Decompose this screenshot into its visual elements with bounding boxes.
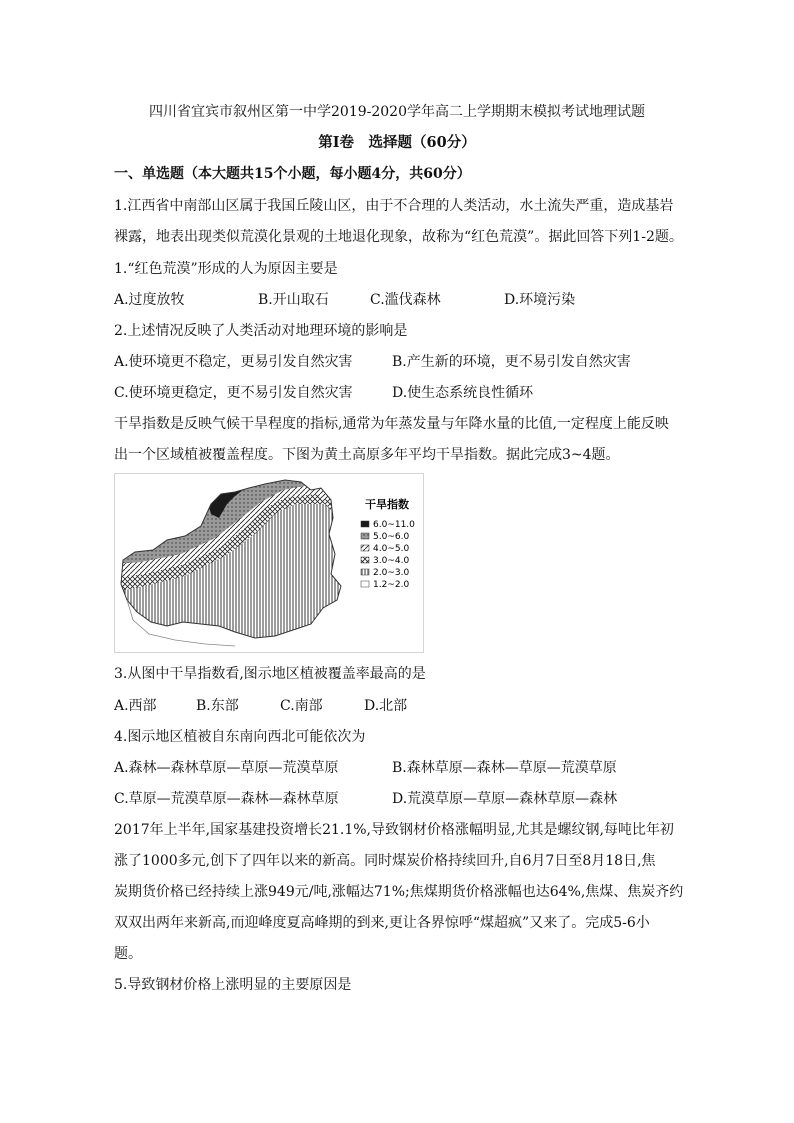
q3-option-d: D.北部 [364,698,408,714]
legend-label-4: 3.0~4.0 [373,556,410,566]
legend-label-5: 2.0~3.0 [373,568,410,578]
q1-stem: 1.“红色荒漠”形成的人为原因主要是 [114,261,338,277]
q1-option-c: C.滥伐森林 [370,292,441,308]
passage1-line2: 裸露，地表出现类似荒漠化景观的土地退化现象，故称为“红色荒漠”。据此回答下列1-2题。 [114,229,683,245]
aridity-map-svg [115,474,423,652]
q4-stem: 4.图示地区植被自东南向西北可能依次为 [114,729,366,745]
volume-title: 第Ⅰ卷 选择题（60分） [318,134,476,151]
legend-swatch-1 [361,521,369,527]
q4-option-b: B.森林草原—森林—草原—荒漠草原 [392,760,617,776]
passage3-line4: 双双出两年来新高,而迎峰度夏高峰期的到来,更让各界惊呼“煤超疯”又来了。完成5-6小 [114,915,650,931]
legend-label-2: 5.0~6.0 [373,532,410,542]
legend-swatch-6 [361,581,369,587]
q4-option-a: A.森林—森林草原—草原—荒漠草原 [114,760,339,776]
exam-title: 四川省宜宾市叙州区第一中学2019-2020学年高二上学期期末模拟考试地理试题 [149,104,645,120]
q1-option-a: A.过度放牧 [114,292,185,308]
section-heading: 一、单选题（本大题共15个小题，每小题4分，共60分） [114,166,471,182]
map-zones [115,474,355,652]
q2-option-d: D.使生态系统良性循环 [392,385,534,401]
q2-stem: 2.上述情况反映了人类活动对地理环境的影响是 [114,323,408,339]
passage3-line2: 涨了1000多元,创下了四年以来的新高。同时煤炭价格持续回升,自6月7日至8月18日,焦 [114,853,656,869]
loess-plateau-aridity-map [114,473,424,653]
passage3-line3: 炭期货价格已经持续上涨949元/吨,涨幅达71%;焦煤期货价格涨幅也达64%,焦煤、焦炭齐约 [114,884,684,900]
passage2-line2: 出一个区域植被覆盖程度。下图为黄土高原多年平均干旱指数。据此完成3~4题。 [114,447,620,463]
q4-option-c: C.草原—荒漠草原—森林—森林草原 [114,791,339,807]
legend [361,520,415,590]
q1-option-b: B.开山取石 [258,292,329,308]
q5-stem: 5.导致钢材价格上涨明显的主要原因是 [114,977,352,993]
legend-swatch-5 [361,569,369,575]
legend-title: 干旱指数 [365,498,409,511]
q4-option-d: D.荒漠草原—草原—森林草原—森林 [392,791,618,807]
passage2-line1: 干旱指数是反映气候干旱程度的指标,通常为年蒸发量与年降水量的比值,一定程度上能反映 [114,416,669,432]
passage3-line5: 题。 [114,946,142,962]
q3-stem: 3.从图中干旱指数看,图示地区植被覆盖率最高的是 [114,666,426,682]
legend-label-6: 1.2~2.0 [373,580,410,590]
q3-option-a: A.西部 [114,698,157,714]
passage1-line1: 1.江西省中南部山区属于我国丘陵山区，由于不合理的人类活动，水土流失严重，造成基岩 [114,198,674,214]
q2-option-b: B.产生新的环境，更不易引发自然灾害 [392,354,631,370]
legend-label-1: 6.0~11.0 [373,520,415,530]
q3-option-b: B.东部 [196,698,239,714]
q1-option-d: D.环境污染 [504,292,576,308]
legend-swatch-4 [361,557,369,563]
legend-label-3: 4.0~5.0 [373,544,410,554]
legend-swatch-2 [361,533,369,539]
q2-option-c: C.使环境更稳定，更不易引发自然灾害 [114,385,353,401]
legend-swatch-3 [361,545,369,551]
q3-option-c: C.南部 [280,698,323,714]
passage3-line1: 2017年上半年,国家基建投资增长21.1%,导致钢材价格涨幅明显,尤其是螺纹钢,每吨比年初 [114,822,674,838]
q2-option-a: A.使环境更不稳定，更易引发自然灾害 [114,354,353,370]
